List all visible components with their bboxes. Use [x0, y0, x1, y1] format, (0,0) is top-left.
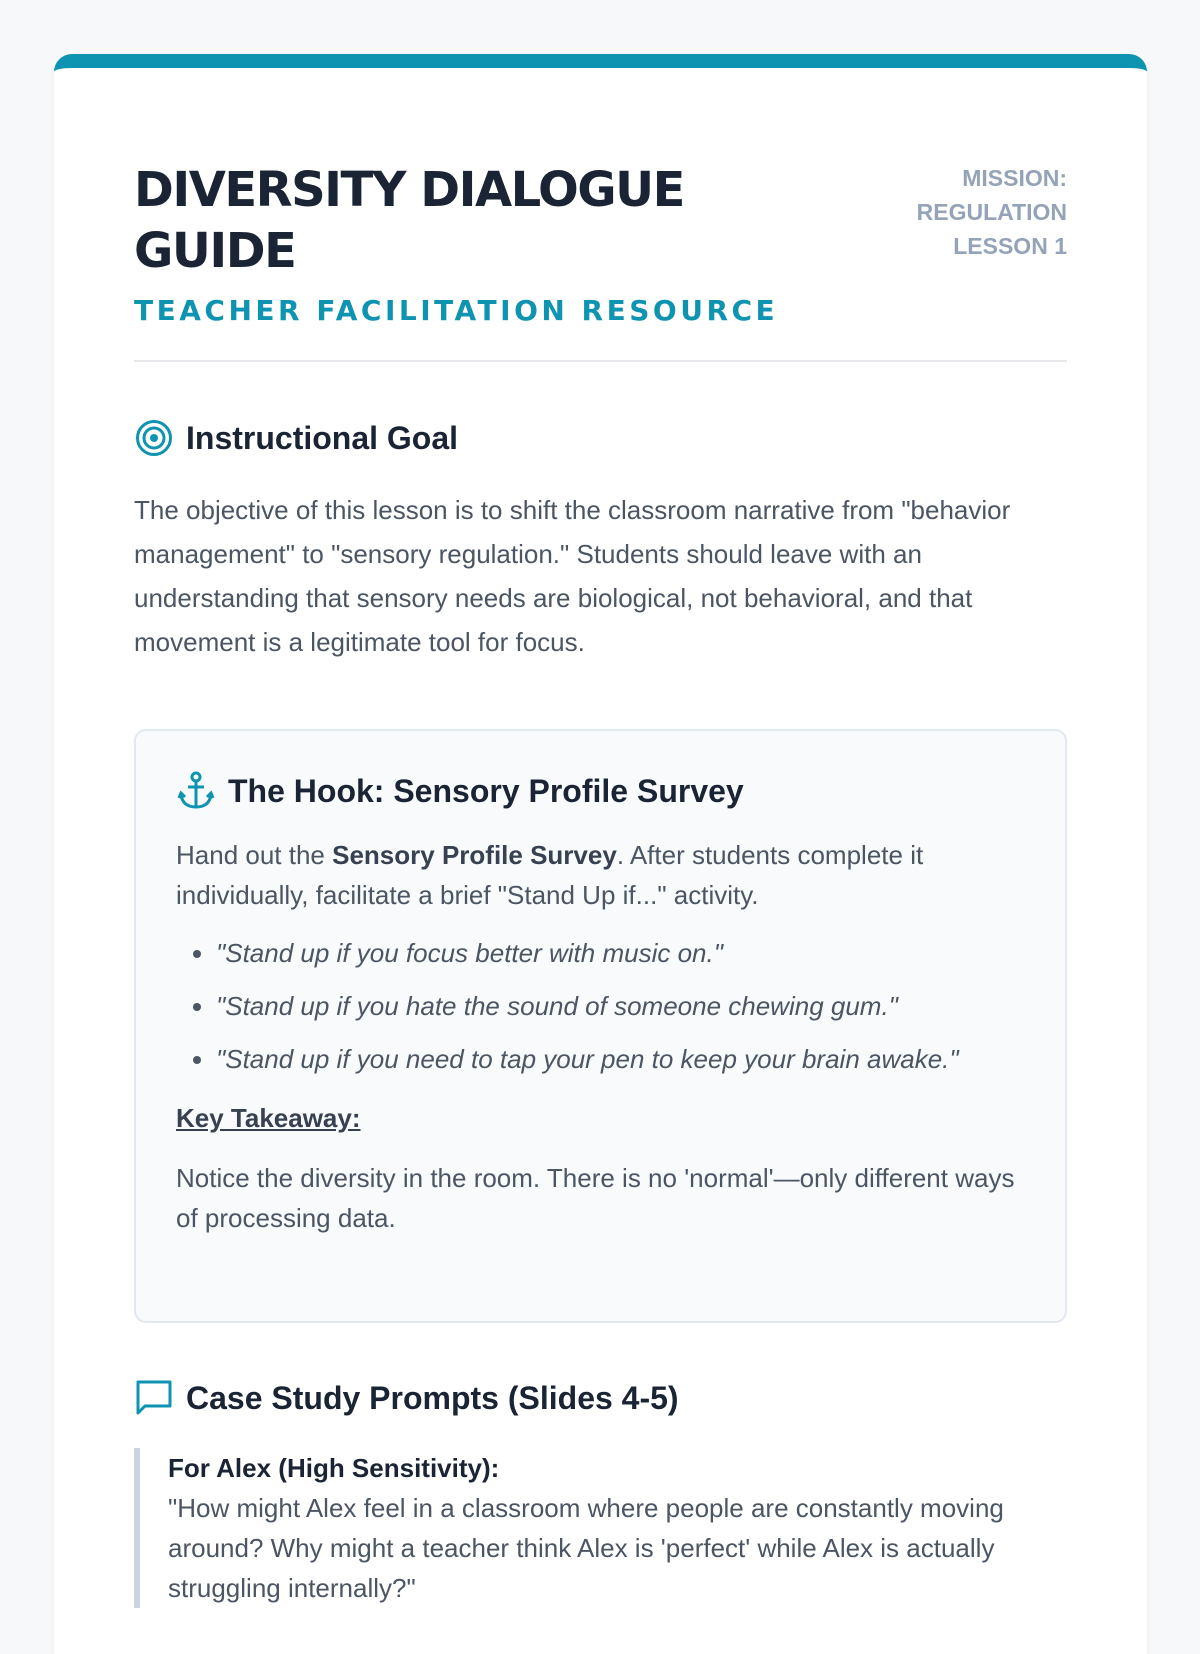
guide-card: [54, 54, 1147, 1654]
lesson-label: LESSON 1: [953, 233, 1067, 259]
instructional-goal-section: [134, 418, 1067, 664]
hook-intro: [176, 835, 1025, 915]
hook-intro-before: Hand out the: [176, 840, 333, 870]
hook-heading: The Hook: Sensory Profile Survey: [228, 772, 744, 809]
page-subtitle: TEACHER FACILITATION RESOURCE: [134, 294, 779, 327]
cases-heading: Case Study Prompts (Slides 4-5): [186, 1379, 679, 1416]
goal-text: The objective of this lesson is to shift the classroom narrative from "behavior management" to "sensory regulation." Students should leave with an understanding that sensory needs are biological, not behavioral, and that movement is a legitimate tool for focus.: [134, 495, 1011, 657]
anchor-icon: [176, 771, 216, 811]
case-text: "How might Alex feel in a classroom where people are constantly moving around? Why might a teacher think Alex is 'perfect' while Alex is actually struggling internally?": [168, 1493, 1004, 1603]
goal-heading: Instructional Goal: [186, 419, 459, 456]
case-alex: [134, 1448, 1067, 1608]
hook-intro-bold: Sensory Profile Survey: [332, 840, 617, 870]
guide-header: [134, 68, 1067, 374]
takeaway-text: Notice the diversity in the room. There is no 'normal'—only different ways of processing data.: [176, 1163, 1015, 1233]
target-icon: [134, 418, 174, 458]
goal-heading-row: [134, 418, 1067, 458]
chat-bubble-icon: [134, 1378, 174, 1418]
hook-heading-row: [176, 771, 1025, 811]
list-item: • "Stand up if you hate the sound of someone chewing gum.": [216, 986, 1025, 1026]
case-study-section: [134, 1378, 1067, 1608]
stand-up-prompts: [176, 933, 1025, 1079]
list-item: • "Stand up if you focus better with music on.": [216, 933, 1025, 973]
list-item: • "Stand up if you need to tap your pen to keep your brain awake.": [216, 1039, 1025, 1079]
cases-heading-row: [134, 1378, 1067, 1418]
takeaway-label: Key Takeaway:: [176, 1103, 361, 1133]
card-content: [134, 68, 1067, 1603]
page-title: DIVERSITY DIALOGUE GUIDE: [134, 162, 684, 279]
mission-label: MISSION: REGULATION: [916, 165, 1067, 225]
hook-intro-after: . After students complete it individually, facilitate a brief "Stand Up if..." activity.: [176, 840, 924, 910]
lesson-meta: [867, 161, 1067, 263]
header-divider: [134, 360, 1067, 362]
case-label: For Alex (High Sensitivity):: [168, 1453, 500, 1483]
hook-box: [134, 729, 1067, 1323]
